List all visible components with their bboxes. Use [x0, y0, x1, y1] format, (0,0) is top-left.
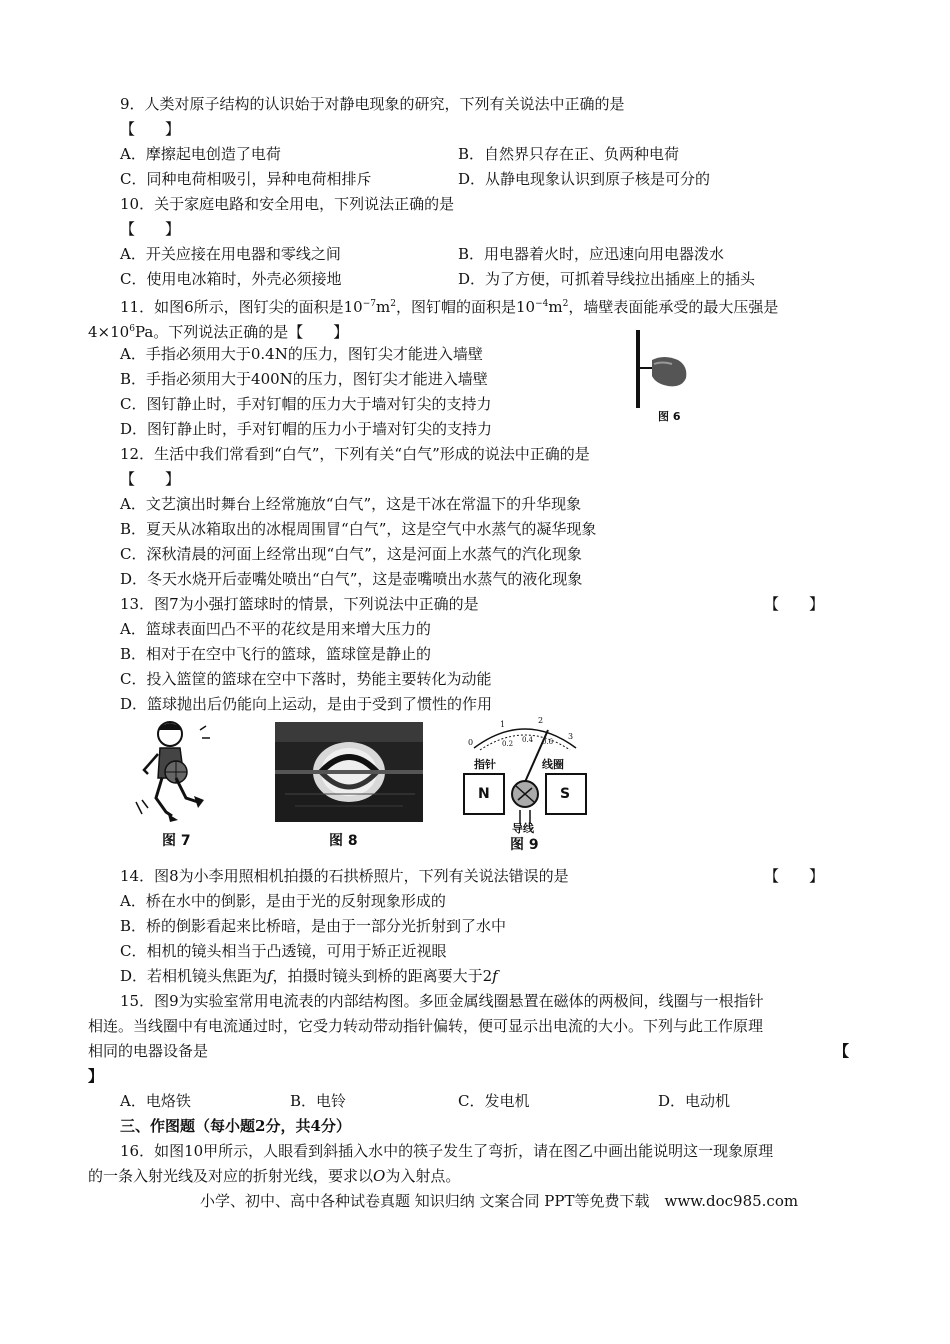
q14-option-d: D．若相机镜头焦距为ƒ，拍摄时镜头到桥的距离要大于2f — [120, 967, 498, 985]
figure-9-scale-2: 2 — [538, 716, 544, 725]
q10-option-c: C．使用电冰箱时，外壳必须接地 — [120, 270, 342, 288]
q12-bracket: 【 】 — [120, 470, 181, 488]
figure-6-thumbtack — [632, 328, 692, 428]
arch-bridge-photo-image — [275, 722, 423, 822]
q15-option-b: B．电铃 — [290, 1092, 347, 1110]
q14-stem: 14．图8为小李用照相机拍摄的石拱桥照片，下列有关说法错误的是 — [120, 867, 569, 885]
q15-option-d: D．电动机 — [658, 1092, 731, 1110]
figure-9-scale-small-2: 0.4 — [522, 736, 534, 744]
q13-stem: 13．图7为小强打篮球时的情景，下列说法中正确的是 — [120, 595, 479, 613]
figure-9-scale-small-3: 0.6 — [542, 738, 554, 746]
figure-9-scale-1: 1 — [500, 720, 506, 729]
q13-option-b: B．相对于在空中飞行的篮球，篮球筐是静止的 — [120, 645, 432, 663]
page-footer: 小学、初中、高中各种试卷真题 知识归纳 文案合同 PPT等免费下载 www.doc985.com — [200, 1192, 799, 1210]
figure-9-south-pole: S — [560, 786, 571, 802]
q14-option-a: A．桥在水中的倒影，是由于光的反射现象形成的 — [120, 892, 446, 910]
q15-bracket-open: 【 — [834, 1042, 850, 1060]
q9-stem: 9．人类对原子结构的认识始于对静电现象的研究，下列有关说法中正确的是 — [120, 95, 625, 113]
q12-option-b: B．夏天从冰箱取出的冰棍周围冒“白气”，这是空气中水蒸气的凝华现象 — [120, 520, 597, 538]
q13-option-a: A．篮球表面凹凸不平的花纹是用来增大压力的 — [120, 620, 431, 638]
q11-stem-line2: $4\times 10^6Pa$。下列说法正确的是【 】 — [88, 323, 349, 341]
q14-bracket: 【 】 — [764, 867, 825, 885]
q16-stem-line1: 16．如图10甲所示，人眼看到斜插入水中的筷子发生了弯折，请在图乙中画出能说明这一现象原理 — [120, 1142, 774, 1160]
q15-option-a: A．电烙铁 — [120, 1092, 191, 1110]
q12-stem: 12．生活中我们常看到“白气”，下列有关“白气”形成的说法中正确的是 — [120, 445, 590, 463]
q14-option-c: C．相机的镜头相当于凸透镜，可用于矫正近视眼 — [120, 942, 447, 960]
figure-9-pointer-label: 指针 — [474, 758, 496, 771]
q14-option-b: B．桥的倒影看起来比桥暗，是由于一部分光折射到了水中 — [120, 917, 507, 935]
q15-stem-line2: 相连。当线圈中有电流通过时，它受力转动带动指针偏转，便可显示出电流的大小。下列与此工作原理 — [88, 1017, 764, 1035]
q10-option-d: D．为了方便，可抓着导线拉出插座上的插头 — [458, 270, 756, 288]
figure-9-coil-label: 线圈 — [542, 758, 564, 771]
figure-9-scale-0: 0 — [468, 738, 474, 747]
q9-option-d: D．从静电现象认识到原子核是可分的 — [458, 170, 711, 188]
q11-stem: 11．如图6所示，图钉尖的面积是$10^{-7}m^2$，图钉帽的面积是$10^{-4}m^2$，墙壁表面能承受的最大压强是 — [120, 298, 779, 316]
q10-stem: 10．关于家庭电路和安全用电，下列说法正确的是 — [120, 195, 455, 213]
q9-option-a: A．摩擦起电创造了电荷 — [120, 145, 281, 163]
q12-option-a: A．文艺演出时舞台上经常施放“白气”，这是干冰在常温下的升华现象 — [120, 495, 582, 513]
q9-option-c: C．同种电荷相吸引，异种电荷相排斥 — [120, 170, 372, 188]
figure-9-caption: 图 9 — [510, 837, 539, 853]
q10-option-a: A．开关应接在用电器和零线之间 — [120, 245, 341, 263]
q13-option-c: C．投入篮筐的篮球在空中下落时，势能主要转化为动能 — [120, 670, 492, 688]
q15-stem-line1: 15．图9为实验室常用电流表的内部结构图。多匝金属线圈悬置在磁体的两极间，线圈与一根指针 — [120, 992, 764, 1010]
q9-option-b: B．自然界只存在正、负两种电荷 — [458, 145, 680, 163]
q11-option-b: B．手指必须用大于400N的压力，图钉尖才能进入墙壁 — [120, 370, 488, 388]
figure-6-caption: 图 6 — [658, 410, 681, 423]
figure-9-ammeter-diagram — [460, 716, 590, 853]
q15-bracket-close: 】 — [88, 1067, 104, 1085]
figure-8-caption: 图 8 — [329, 833, 358, 849]
q15-stem-line3: 相同的电器设备是 — [88, 1042, 209, 1060]
figure-9-scale-3: 3 — [568, 732, 574, 741]
q10-option-b: B．用电器着火时，应迅速向用电器泼水 — [458, 245, 725, 263]
q15-option-c: C．发电机 — [458, 1092, 530, 1110]
figure-8-arch-bridge-photo — [275, 722, 423, 850]
figure-9-wire-label: 导线 — [512, 822, 534, 835]
q16-stem-line2: 的一条入射光线及对应的折射光线，要求以O为入射点。 — [88, 1167, 461, 1185]
q9-bracket: 【 】 — [120, 120, 181, 138]
q11-option-a: A．手指必须用大于0.4N的压力，图钉尖才能进入墙壁 — [120, 345, 483, 363]
figure-7-caption: 图 7 — [162, 833, 191, 849]
q11-option-c: C．图钉静止时，手对钉帽的压力大于墙对钉尖的支持力 — [120, 395, 492, 413]
boy-dribbling-illustration — [128, 716, 218, 828]
figure-9-scale-small-1: 0.2 — [502, 740, 514, 748]
section-3-title: 三、作图题（每小题2分，共4分） — [120, 1117, 351, 1135]
q10-bracket: 【 】 — [120, 220, 181, 238]
q11-option-d: D．图钉静止时，手对钉帽的压力小于墙对钉尖的支持力 — [120, 420, 493, 438]
figure-7-basketball-boy — [128, 716, 218, 848]
q13-option-d: D．篮球抛出后仍能向上运动，是由于受到了惯性的作用 — [120, 695, 493, 713]
q12-option-c: C．深秋清晨的河面上经常出现“白气”，这是河面上水蒸气的汽化现象 — [120, 545, 582, 563]
q12-option-d: D．冬天水烧开后壶嘴处喷出“白气”，这是壶嘴喷出水蒸气的液化现象 — [120, 570, 583, 588]
q13-bracket: 【 】 — [764, 595, 825, 613]
figure-9-north-pole: N — [478, 786, 490, 802]
